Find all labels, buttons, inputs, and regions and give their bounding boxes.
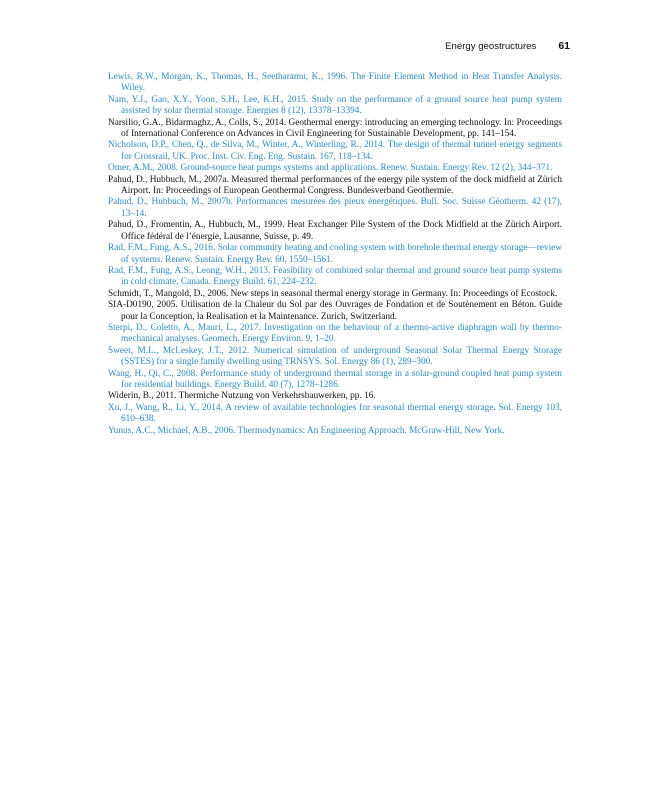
reference-link[interactable]: Lewis, R.W., Morgan, K., Thomas, H., Seetharamu, K., 1996. The Finite Element Method in Heat Transfer Analysis. Wiley. xyxy=(108,72,562,94)
reference-entry: Narsilio, G.A., Bidarmaghz, A., Colls, S., 2014. Geothermal energy: introducing an emerging technology. In: Proceedings of International Conference on Advances in Civil Engineering for Sustainable Development, pp. 141–154. xyxy=(108,117,562,140)
page-number: 61 xyxy=(558,40,570,52)
reference-link[interactable]: Nicholson, D.P., Chen, Q., de Silva, M., Winter, A., Winterling, R., 2014. The design of thermal tunnel energy segments for Crossrail, UK. Proc. Inst. Civ. Eng. Eng. Sustain. 167, 118–134. xyxy=(108,140,562,162)
reference-link[interactable]: Rad, F.M., Fung, A.S., 2016. Solar community heating and cooling system with borehole thermal energy storage—review of systems. Renew. Sustain. Energy Rev. 60, 1550–1561. xyxy=(108,243,562,265)
reference-entry: Pahud, D., Fromentin, A., Hubbuch, M., 1999. Heat Exchanger Pile System of the Dock Midfield at the Zürich Airport. Office fédéral de l’énergie, Lausanne, Suisse, p. 49. xyxy=(108,220,562,242)
reference-link[interactable]: Yunus, A.C., Michael, A.B., 2006. Thermodynamics: An Engineering Approach. McGraw-Hill, New York. xyxy=(108,425,505,436)
reference-link[interactable]: Omer, A.M., 2008. Ground-source heat pumps systems and applications. Renew. Sustain. Energy Rev. 12 (2), 344–371. xyxy=(108,163,553,174)
running-title: Energy geostructures xyxy=(445,41,537,52)
reference-entry: SIA-D0190, 2005. Utilisation de la Chaleur du Sol par des Ouvrages de Fondation et de Soutènement en Béton. Guide pour la Conception, la Realisation et la Maintenance. Zurich, Switzerland. xyxy=(108,300,562,322)
reference-link[interactable]: Pahud, D., Hubbuch, M., 2007b. Performances mesurées des pieux énergétiques. Bull. Soc. Suisse Géotherm. 42 (17), 13–14. xyxy=(108,197,562,219)
reference-link[interactable]: Wang, H., Qi, C., 2008. Performance study of underground thermal storage in a solar-ground coupled heat pump system for residential buildings. Energy Build. 40 (7), 1278–1286. xyxy=(108,368,562,390)
reference-entry: Schmidt, T., Mangold, D., 2006. New steps in seasonal thermal energy storage in Germany. In: Proceedings of Ecostock. xyxy=(108,288,558,299)
reference-link[interactable]: Rad, F.M., Fung, A.S., Leong, W.H., 2013. Feasibility of combined solar thermal and ground source heat pump systems in cold climate, Canada. Energy Build. 61, 224–232. xyxy=(108,265,562,288)
reference-link[interactable]: Nam, Y.J., Gao, X.Y., Yoon, S.H., Lee, K.H., 2015. Study on the performance of a ground source heat pump system assisted by solar thermal storage. Energies 8 (12), 13378–13394. xyxy=(108,94,562,117)
reference-link[interactable]: Sterpi, D., Coletto, A., Mauri, L., 2017. Investigation on the behaviour of a thermo-active diaphragm wall by thermo-mechanical analyses. Geomech. Energy Environ. 9, 1–20. xyxy=(108,322,562,345)
reference-entry: Widerin, B., 2011. Thermiche Nutzung von Verkehrsbauwerken, pp. 16. xyxy=(108,391,376,402)
reference-link[interactable]: Xu, J., Wang, R., Li, Y., 2014. A review of available technologies for seasonal thermal energy storage. Sol. Energy 103, 610–638. xyxy=(108,402,562,425)
reference-list xyxy=(108,72,562,437)
reference-link[interactable]: Sweet, M.L., McLeskey, J.T., 2012. Numerical simulation of underground Seasonal Solar Thermal Energy Storage (SSTES) for a single family dwelling using TRNSYS. Sol. Energy 86 (1), 289–300. xyxy=(108,345,562,368)
reference-entry: Pahud, D., Hubbuch, M., 2007a. Measured thermal performances of the energy pile system of the dock midfield at Zürich Airport. In: Proceedings of European Geothermal Congress. Bundesverband Geothermie. xyxy=(108,174,562,197)
page-header xyxy=(108,40,570,54)
